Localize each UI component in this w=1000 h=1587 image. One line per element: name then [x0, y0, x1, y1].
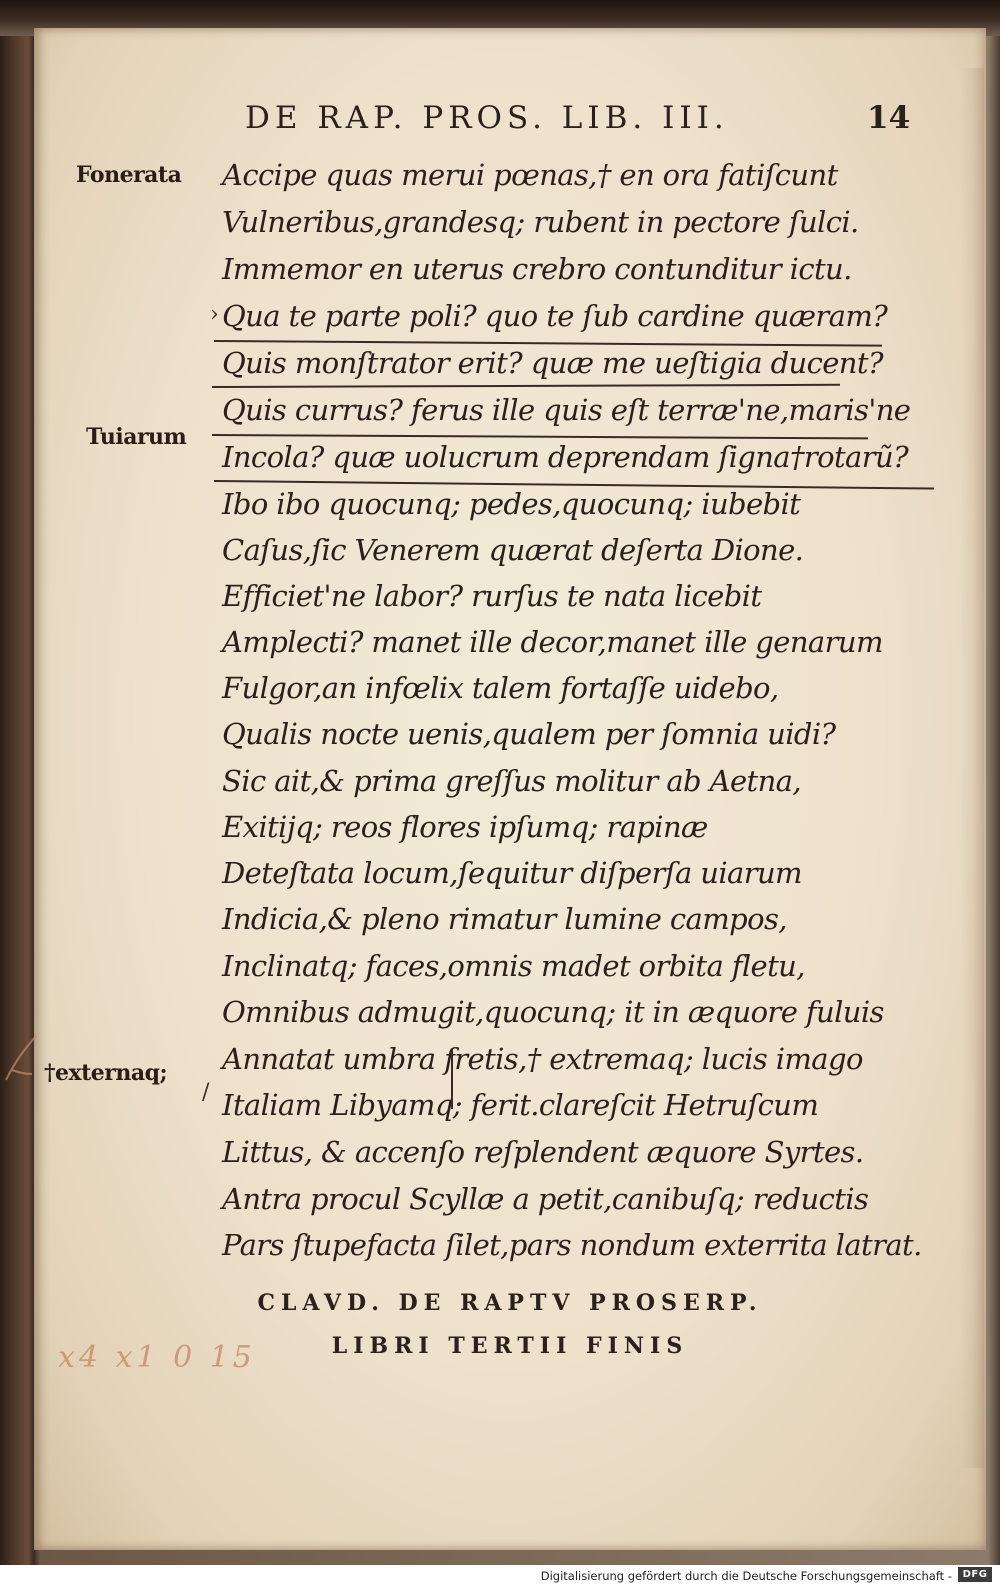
- verse-line: Accipe quas merui pœnas,† en ora fatiſcunt: [222, 158, 838, 192]
- verse-line: Sic ait,& prima greſſus molitur ab Aetna,: [222, 764, 801, 798]
- page-edge-shadow: [960, 68, 984, 1468]
- verse-line: Quis currus? ferus ille quis eſt terræ'ne,maris'ne: [222, 393, 911, 427]
- verse-line: Incola? quæ uolucrum deprendam ſigna†rotarũ?: [222, 440, 909, 474]
- verse-line: Ibo ibo quocunq; pedes,quocunq; iubebit: [222, 487, 801, 521]
- verse-line: Vulneribus,grandesq; rubent in pectore ſulci.: [222, 205, 859, 239]
- verse-line: Annatat umbra fretis,† extremaq; lucis imago: [222, 1042, 863, 1076]
- verse-line: Inclinatq; faces,omnis madet orbita fletu,: [222, 949, 805, 983]
- dfg-logo: DFG: [958, 1567, 992, 1582]
- verse-line: Fulgor,an infœlix talem fortaſſe uidebo,: [222, 671, 779, 705]
- digitization-credit: Digitalisierung gefördert durch die Deutsche Forschungsgemeinschaft -: [540, 1569, 952, 1583]
- verse-line: Antra procul Scyllæ a petit,canibuſq; reductis: [222, 1182, 869, 1216]
- verse-line: Deteſtata locum,ſequitur diſperſa uiarum: [222, 856, 802, 890]
- running-header: [245, 96, 925, 146]
- ink-caret-stroke: [451, 1049, 453, 1109]
- verse-line: Pars ſtupefacta ſilet,pars nondum exterrita latrat.: [222, 1228, 922, 1262]
- pencil-squiggle: [2, 1030, 42, 1090]
- marginal-note-fonerata: Fonerata: [76, 162, 182, 188]
- verse-line: Caſus,ſic Venerem quærat deſerta Dione.: [222, 533, 804, 567]
- verse-line: Qualis nocte uenis,qualem per ſomnia uidi?: [222, 717, 836, 751]
- verse-line: Quis monſtrator erit? quæ me ueſtigia ducent?: [222, 346, 883, 380]
- running-title: DE RAP. PROS. LIB. III.: [245, 100, 729, 136]
- verse-line: Indicia,& pleno rimatur lumine campos,: [222, 902, 787, 936]
- colophon-line-2: LIBRI TERTII FINIS: [331, 1333, 689, 1359]
- colophon-line-1: CLAVD. DE RAPTV PROSERP.: [257, 1290, 763, 1316]
- marginal-note-externaque: †externaq;: [44, 1060, 168, 1086]
- verse-line: Amplecti? manet ille decor,manet ille genarum: [222, 625, 883, 659]
- verse-line: Immemor en uterus crebro contunditur ictu.: [222, 252, 852, 286]
- pencil-note: x4 x1 0 15: [58, 1340, 256, 1375]
- ink-insertion-mark: ›: [210, 302, 219, 327]
- verse-line: Italiam Libyamq; ferit.clareſcit Hetruſcum: [222, 1088, 819, 1122]
- verse-line: Exitijq; reos flores ipſumq; rapinæ: [222, 810, 708, 844]
- verse-line: Littus, & accenſo reſplendent æquore Syrtes.: [222, 1135, 864, 1169]
- verse-line: Omnibus admugit,quocunq; it in æquore fuluis: [222, 995, 884, 1029]
- marginal-note-tuiarum: Tuiarum: [86, 424, 187, 450]
- verse-line: Efficiet'ne labor? rurſus te nata licebit: [222, 579, 762, 613]
- ink-insertion-mark: /: [202, 1080, 210, 1105]
- page-number: 14: [867, 100, 911, 136]
- verse-line: Qua te parte poli? quo te ſub cardine quæram?: [222, 299, 888, 333]
